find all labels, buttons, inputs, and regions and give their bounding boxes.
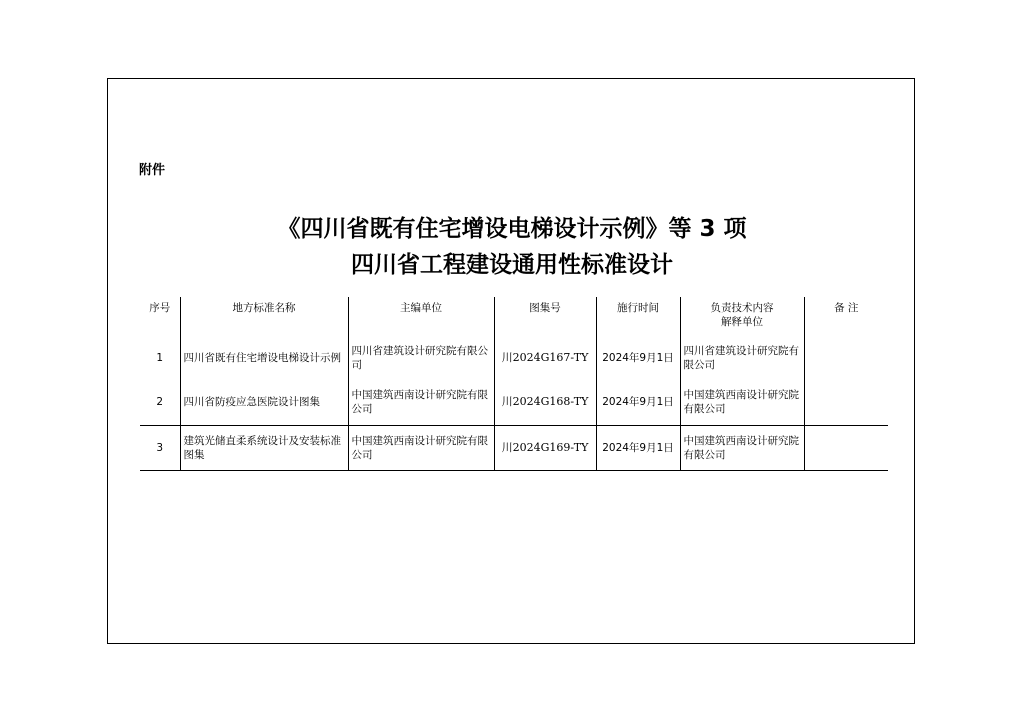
header-name: 地方标准名称 xyxy=(180,297,348,335)
cell-date: 2024年9月1日 xyxy=(596,425,680,470)
table-row xyxy=(140,425,888,470)
cell-responsible: 中国建筑西南设计研究院有限公司 xyxy=(680,380,804,425)
header-atlas-no: 图集号 xyxy=(494,297,596,335)
cell-name: 建筑光储直柔系统设计及安装标准图集 xyxy=(180,425,348,470)
cell-editor: 四川省建筑设计研究院有限公司 xyxy=(348,335,494,380)
cell-index: 3 xyxy=(140,425,180,470)
header-date: 施行时间 xyxy=(596,297,680,335)
cell-index: 2 xyxy=(140,380,180,425)
header-note: 备 注 xyxy=(804,297,888,335)
cell-editor: 中国建筑西南设计研究院有限公司 xyxy=(348,380,494,425)
header-responsible-line-2: 解释单位 xyxy=(721,316,763,328)
attachment-label: 附件 xyxy=(139,163,166,178)
cell-atlas-no: 川2024G169-TY xyxy=(494,425,596,470)
document-title-line-1: 《四川省既有住宅增设电梯设计示例》等 3 项 xyxy=(277,216,747,242)
cell-note xyxy=(804,425,888,470)
header-responsible xyxy=(680,297,804,335)
table-row xyxy=(140,335,888,380)
document-title-line-2: 四川省工程建设通用性标准设计 xyxy=(351,252,673,278)
cell-date: 2024年9月1日 xyxy=(596,335,680,380)
cell-name: 四川省防疫应急医院设计图集 xyxy=(180,380,348,425)
cell-atlas-no: 川2024G167-TY xyxy=(494,335,596,380)
standards-table xyxy=(140,297,888,471)
cell-index: 1 xyxy=(140,335,180,380)
cell-responsible: 四川省建筑设计研究院有限公司 xyxy=(680,335,804,380)
cell-responsible: 中国建筑西南设计研究院有限公司 xyxy=(680,425,804,470)
cell-date: 2024年9月1日 xyxy=(596,380,680,425)
table-header-row xyxy=(140,297,888,335)
cell-note xyxy=(804,380,888,425)
cell-atlas-no: 川2024G168-TY xyxy=(494,380,596,425)
cell-editor: 中国建筑西南设计研究院有限公司 xyxy=(348,425,494,470)
header-index: 序号 xyxy=(140,297,180,335)
header-editor: 主编单位 xyxy=(348,297,494,335)
cell-name: 四川省既有住宅增设电梯设计示例 xyxy=(180,335,348,380)
cell-note xyxy=(804,335,888,380)
header-responsible-line-1: 负责技术内容 xyxy=(710,302,774,314)
table-row xyxy=(140,380,888,425)
